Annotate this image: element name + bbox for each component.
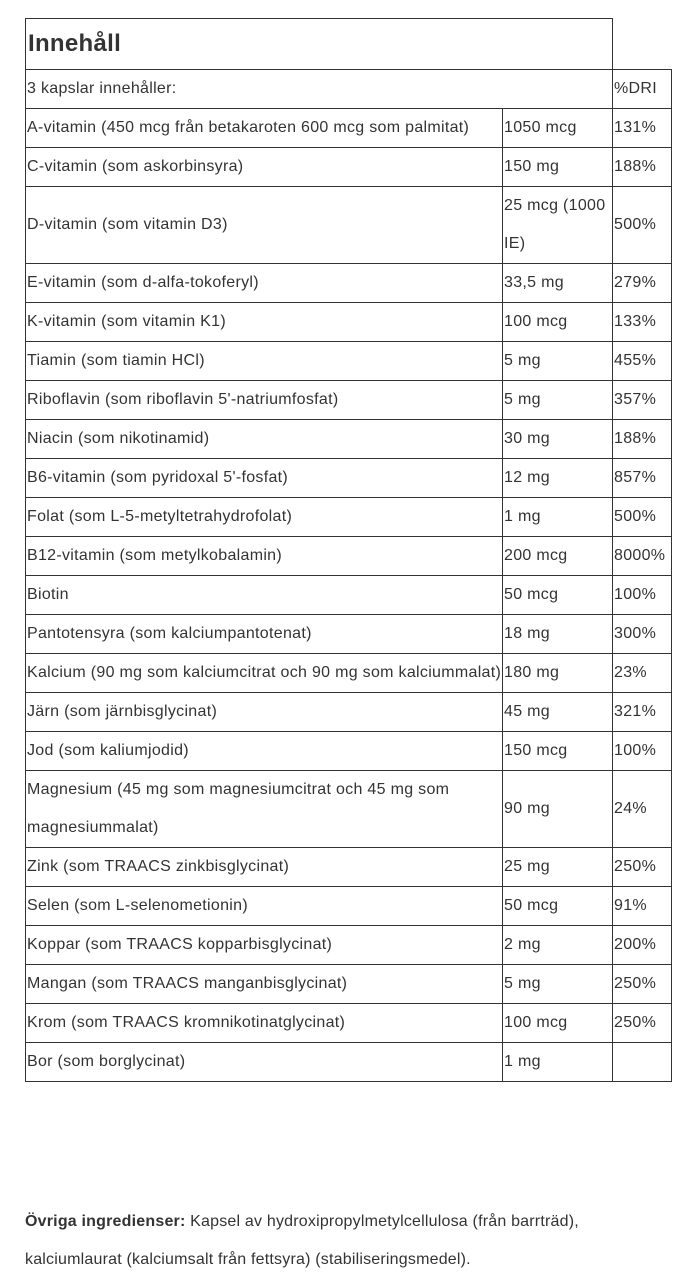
nutrient-name: Magnesium (45 mg som magnesiumcitrat och 45 mg som magnesiummalat) [26, 771, 503, 848]
nutrient-amount: 150 mg [503, 148, 613, 187]
nutrient-dri: 100% [613, 732, 672, 771]
nutrient-name: K-vitamin (som vitamin K1) [26, 303, 503, 342]
nutrient-dri: 321% [613, 693, 672, 732]
nutrient-dri: 200% [613, 926, 672, 965]
header-dri: %DRI [613, 70, 672, 109]
nutrient-name: C-vitamin (som askorbinsyra) [26, 148, 503, 187]
nutrient-dri: 188% [613, 420, 672, 459]
nutrient-dri: 250% [613, 848, 672, 887]
table-row [26, 498, 672, 537]
nutrient-amount: 200 mcg [503, 537, 613, 576]
header-label: 3 kapslar innehåller: [26, 70, 613, 109]
table-row [26, 1043, 672, 1082]
nutrient-name: Tiamin (som tiamin HCl) [26, 342, 503, 381]
nutrient-name: Folat (som L-5-metyltetrahydrofolat) [26, 498, 503, 537]
title-empty-cell [613, 19, 672, 70]
nutrient-amount: 45 mg [503, 693, 613, 732]
nutrient-name: Kalcium (90 mg som kalciumcitrat och 90 mg som kalciummalat) [26, 654, 503, 693]
nutrient-name: Riboflavin (som riboflavin 5'-natriumfosfat) [26, 381, 503, 420]
nutrient-name: Bor (som borglycinat) [26, 1043, 503, 1082]
table-title: Innehåll [26, 19, 613, 70]
table-row [26, 654, 672, 693]
nutrient-dri: 500% [613, 498, 672, 537]
table-row [26, 693, 672, 732]
table-row [26, 848, 672, 887]
nutrient-amount: 18 mg [503, 615, 613, 654]
table-row [26, 381, 672, 420]
other-ingredients-label: Övriga ingredienser: [25, 1213, 186, 1230]
table-row [26, 537, 672, 576]
table-row [26, 264, 672, 303]
nutrient-name: Pantotensyra (som kalciumpantotenat) [26, 615, 503, 654]
nutrient-dri: 300% [613, 615, 672, 654]
nutrient-amount: 25 mg [503, 848, 613, 887]
nutrient-amount: 5 mg [503, 342, 613, 381]
nutrient-dri: 8000% [613, 537, 672, 576]
table-row [26, 459, 672, 498]
nutrient-amount: 100 mcg [503, 1004, 613, 1043]
table-row [26, 420, 672, 459]
nutrient-amount: 180 mg [503, 654, 613, 693]
nutrient-amount: 50 mcg [503, 887, 613, 926]
nutrient-name: D-vitamin (som vitamin D3) [26, 187, 503, 264]
nutrient-dri: 250% [613, 1004, 672, 1043]
table-row [26, 148, 672, 187]
nutrient-dri: 91% [613, 887, 672, 926]
nutrient-amount: 1 mg [503, 498, 613, 537]
nutrient-amount: 25 mcg (1000 IE) [503, 187, 613, 264]
ingredients-panel [25, 18, 671, 1082]
nutrient-name: B6-vitamin (som pyridoxal 5'-fosfat) [26, 459, 503, 498]
nutrient-dri: 279% [613, 264, 672, 303]
nutrient-name: B12-vitamin (som metylkobalamin) [26, 537, 503, 576]
nutrient-dri: 357% [613, 381, 672, 420]
nutrient-dri: 250% [613, 965, 672, 1004]
other-ingredients-text: Kapsel av hydroxipropylmetylcellulosa (från barrträd), kalciumlaurat (kalciumsalt från fettsyra) (stabiliseringsmedel). [25, 1213, 579, 1268]
nutrient-dri: 24% [613, 771, 672, 848]
nutrient-name: Biotin [26, 576, 503, 615]
table-row [26, 887, 672, 926]
nutrient-name: Krom (som TRAACS kromnikotinatglycinat) [26, 1004, 503, 1043]
nutrient-name: E-vitamin (som d-alfa-tokoferyl) [26, 264, 503, 303]
table-row [26, 1004, 672, 1043]
table-row [26, 303, 672, 342]
nutrient-amount: 1 mg [503, 1043, 613, 1082]
nutrient-name: Järn (som järnbisglycinat) [26, 693, 503, 732]
table-row [26, 342, 672, 381]
nutrient-name: Jod (som kaliumjodid) [26, 732, 503, 771]
nutrient-dri: 100% [613, 576, 672, 615]
nutrient-amount: 5 mg [503, 965, 613, 1004]
nutrient-dri: 857% [613, 459, 672, 498]
table-row [26, 965, 672, 1004]
nutrient-amount: 90 mg [503, 771, 613, 848]
nutrient-name: Mangan (som TRAACS manganbisglycinat) [26, 965, 503, 1004]
table-row [26, 109, 672, 148]
nutrient-name: Selen (som L-selenometionin) [26, 887, 503, 926]
nutrient-amount: 12 mg [503, 459, 613, 498]
nutrient-dri: 23% [613, 654, 672, 693]
nutrient-amount: 33,5 mg [503, 264, 613, 303]
table-row [26, 576, 672, 615]
nutrient-name: A-vitamin (450 mcg från betakaroten 600 mcg som palmitat) [26, 109, 503, 148]
nutrient-amount: 5 mg [503, 381, 613, 420]
nutrient-amount: 30 mg [503, 420, 613, 459]
table-row [26, 732, 672, 771]
nutrient-name: Zink (som TRAACS zinkbisglycinat) [26, 848, 503, 887]
nutrient-dri: 455% [613, 342, 672, 381]
nutrient-name: Koppar (som TRAACS kopparbisglycinat) [26, 926, 503, 965]
other-ingredients [25, 1203, 675, 1279]
nutrient-amount: 150 mcg [503, 732, 613, 771]
table-row [26, 926, 672, 965]
nutrient-dri: 188% [613, 148, 672, 187]
table-row [26, 615, 672, 654]
nutrient-amount: 50 mcg [503, 576, 613, 615]
nutrient-dri [613, 1043, 672, 1082]
table-row [26, 771, 672, 848]
nutrient-dri: 500% [613, 187, 672, 264]
nutrient-amount: 1050 mcg [503, 109, 613, 148]
nutrient-dri: 133% [613, 303, 672, 342]
nutrient-amount: 100 mcg [503, 303, 613, 342]
nutrient-dri: 131% [613, 109, 672, 148]
table-row [26, 187, 672, 264]
header-row [26, 70, 672, 109]
nutrition-table [25, 18, 672, 1082]
nutrient-amount: 2 mg [503, 926, 613, 965]
nutrient-name: Niacin (som nikotinamid) [26, 420, 503, 459]
title-row [26, 19, 672, 70]
